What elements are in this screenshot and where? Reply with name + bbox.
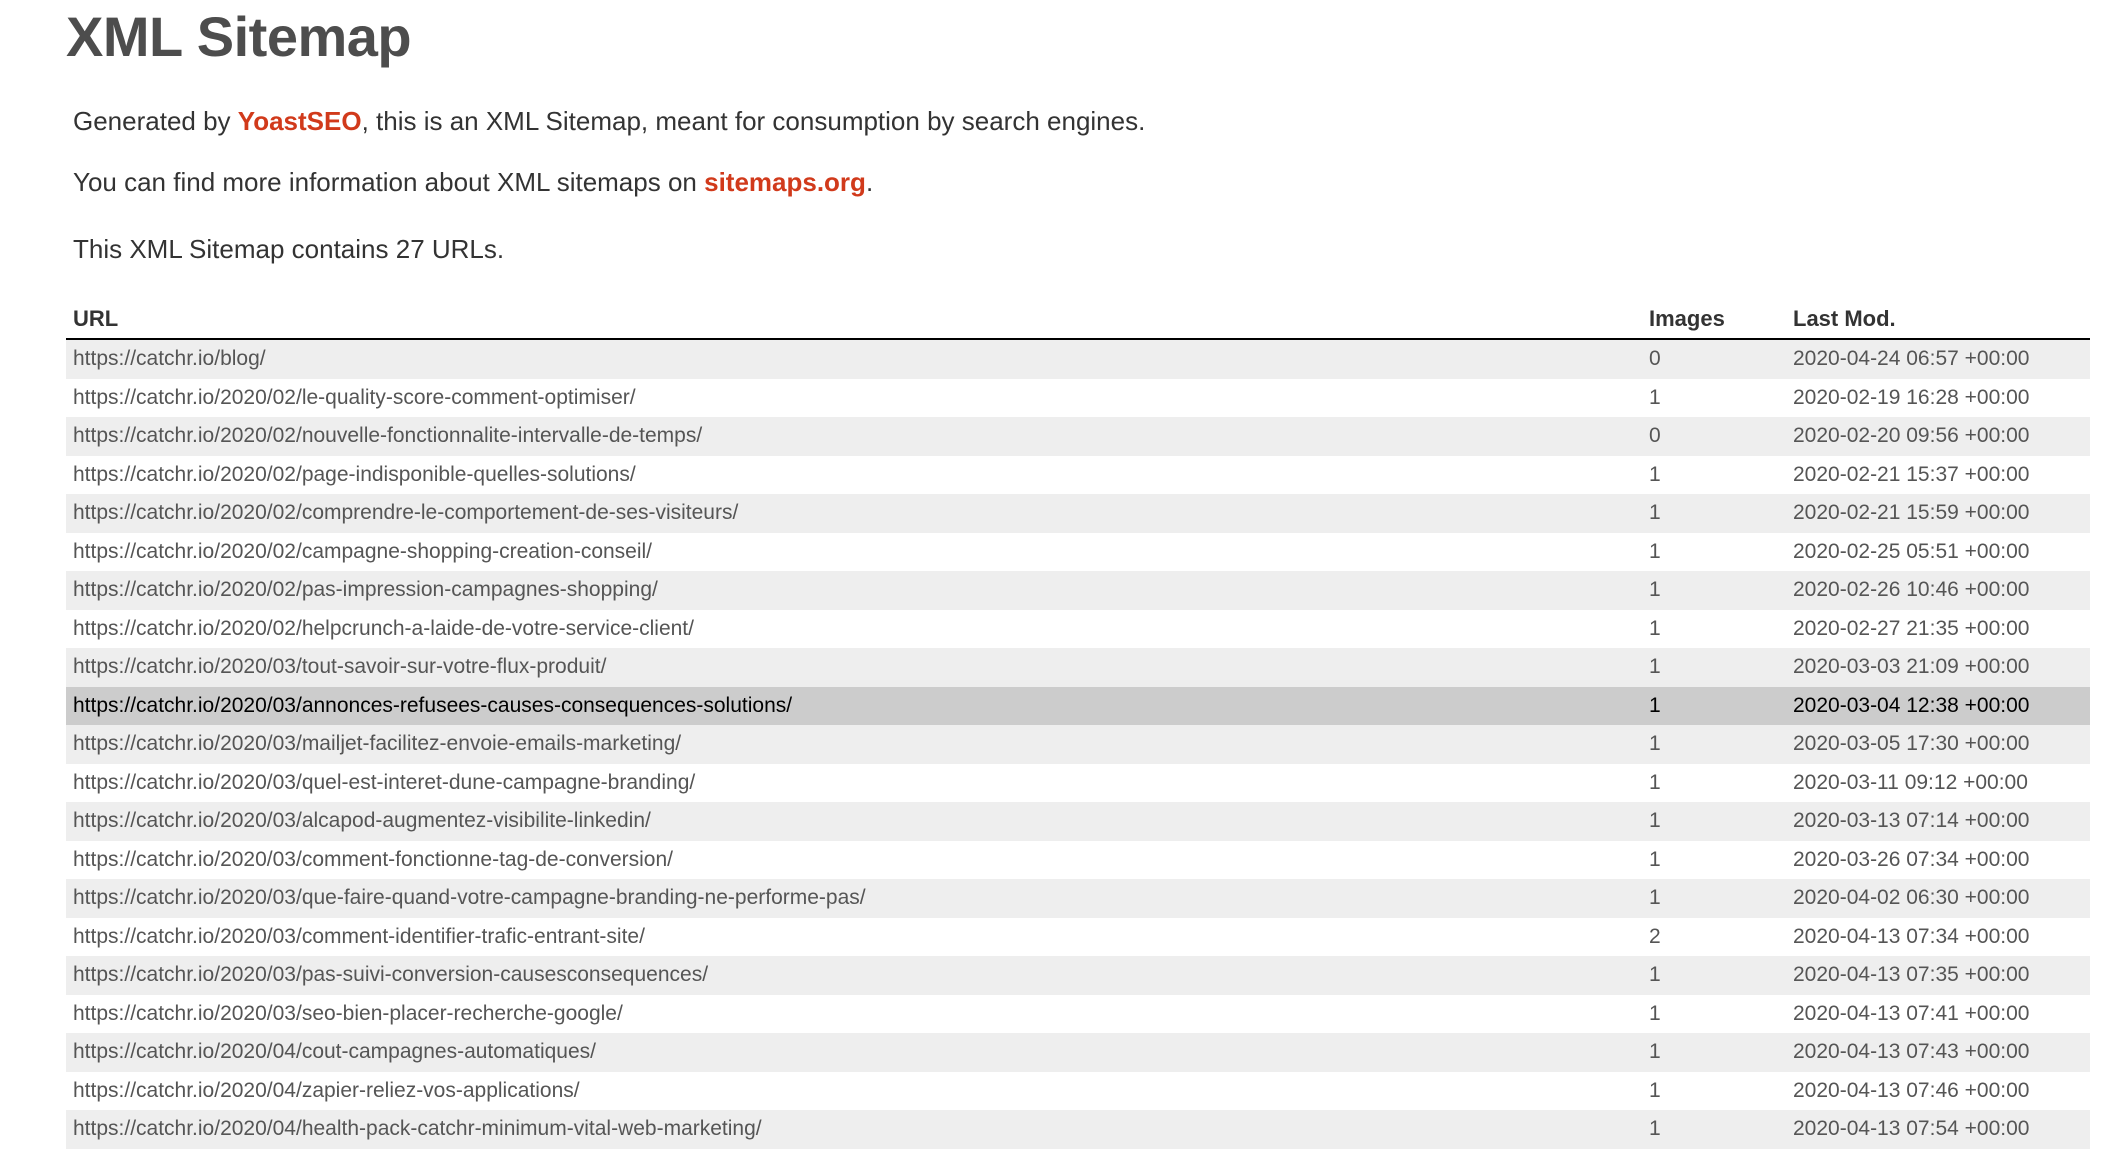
table-row xyxy=(66,648,2090,687)
table-row xyxy=(66,956,2090,995)
url-cell xyxy=(66,379,1642,418)
table-row xyxy=(66,918,2090,957)
table-row xyxy=(66,456,2090,495)
table-row xyxy=(66,802,2090,841)
intro-line2-prefix: You can find more information about XML sitemaps on xyxy=(73,167,705,197)
url-link[interactable]: https://catchr.io/2020/04/zapier-reliez-vos-applications/ xyxy=(73,1078,580,1102)
images-count-cell: 1 xyxy=(1649,462,1661,486)
images-count-cell: 0 xyxy=(1649,424,1661,448)
images-count-cell: 1 xyxy=(1649,616,1661,640)
table-row xyxy=(66,1110,2090,1149)
last-mod-cell: 2020-03-05 17:30 +00:00 xyxy=(1793,732,2030,756)
url-link[interactable]: https://catchr.io/2020/04/health-pack-catchr-minimum-vital-web-marketing/ xyxy=(73,1117,762,1141)
url-link[interactable]: https://catchr.io/2020/02/page-indisponible-quelles-solutions/ xyxy=(73,462,636,486)
url-link[interactable]: https://catchr.io/2020/03/que-faire-quand-votre-campagne-branding-ne-performe-pas/ xyxy=(73,886,866,910)
table-row xyxy=(66,571,2090,610)
url-cell xyxy=(66,456,1642,495)
last-mod-cell: 2020-02-27 21:35 +00:00 xyxy=(1793,616,2030,640)
intro-generated-by xyxy=(73,106,1145,137)
url-cell xyxy=(66,533,1642,572)
intro-line1-prefix: Generated by xyxy=(73,106,238,136)
images-count-cell: 1 xyxy=(1649,539,1661,563)
images-count-cell: 1 xyxy=(1649,732,1661,756)
url-link[interactable]: https://catchr.io/2020/02/nouvelle-fonctionnalite-intervalle-de-temps/ xyxy=(73,424,703,448)
table-row xyxy=(66,417,2090,456)
table-row xyxy=(66,610,2090,649)
page-title: XML Sitemap xyxy=(66,5,412,68)
url-cell xyxy=(66,571,1642,610)
url-link[interactable]: https://catchr.io/2020/03/seo-bien-placer-recherche-google/ xyxy=(73,1001,623,1025)
last-mod-cell: 2020-02-19 16:28 +00:00 xyxy=(1793,385,2030,409)
url-cell xyxy=(66,1110,1642,1149)
url-link[interactable]: https://catchr.io/2020/02/helpcrunch-a-laide-de-votre-service-client/ xyxy=(73,616,694,640)
table-row xyxy=(66,687,2090,726)
last-mod-cell: 2020-02-20 09:56 +00:00 xyxy=(1793,424,2030,448)
last-mod-cell: 2020-02-21 15:37 +00:00 xyxy=(1793,462,2030,486)
url-cell xyxy=(66,1072,1642,1111)
images-count-cell: 0 xyxy=(1649,347,1661,371)
sitemaps-org-link[interactable]: sitemaps.org xyxy=(704,167,866,197)
last-mod-cell: 2020-02-21 15:59 +00:00 xyxy=(1793,501,2030,525)
last-mod-cell: 2020-02-26 10:46 +00:00 xyxy=(1793,578,2030,602)
yoastseo-link[interactable]: YoastSEO xyxy=(237,106,362,136)
url-cell xyxy=(66,494,1642,533)
intro-line2-suffix: . xyxy=(865,167,874,197)
sitemap-table xyxy=(66,300,2090,1149)
url-link[interactable]: https://catchr.io/2020/02/comprendre-le-comportement-de-ses-visiteurs/ xyxy=(73,501,739,525)
url-link[interactable]: https://catchr.io/2020/03/tout-savoir-sur-votre-flux-produit/ xyxy=(73,655,607,679)
url-link[interactable]: https://catchr.io/2020/03/pas-suivi-conversion-causesconsequences/ xyxy=(73,963,709,987)
url-cell xyxy=(66,764,1642,803)
table-row xyxy=(66,379,2090,418)
table-row xyxy=(66,879,2090,918)
table-row xyxy=(66,725,2090,764)
last-mod-cell: 2020-04-13 07:41 +00:00 xyxy=(1793,1001,2030,1025)
table-row xyxy=(66,339,2090,379)
table-row xyxy=(66,533,2090,572)
images-count-cell: 1 xyxy=(1649,655,1661,679)
images-count-cell: 1 xyxy=(1649,847,1661,871)
table-row xyxy=(66,494,2090,533)
images-count-cell: 2 xyxy=(1649,924,1661,948)
last-mod-cell: 2020-03-11 09:12 +00:00 xyxy=(1793,770,2028,794)
url-link[interactable]: https://catchr.io/blog/ xyxy=(73,347,266,371)
images-count-cell: 1 xyxy=(1649,1040,1661,1064)
url-link[interactable]: https://catchr.io/2020/02/le-quality-score-comment-optimiser/ xyxy=(73,385,636,409)
url-cell xyxy=(66,687,1642,726)
images-count-cell: 1 xyxy=(1649,809,1661,833)
url-cell xyxy=(66,956,1642,995)
images-count-cell: 1 xyxy=(1649,501,1661,525)
images-count-cell: 1 xyxy=(1649,1001,1661,1025)
url-cell xyxy=(66,1033,1642,1072)
url-link[interactable]: https://catchr.io/2020/02/pas-impression-campagnes-shopping/ xyxy=(73,578,658,602)
url-cell xyxy=(66,725,1642,764)
url-link[interactable]: https://catchr.io/2020/03/comment-identifier-trafic-entrant-site/ xyxy=(73,924,645,948)
url-cell xyxy=(66,648,1642,687)
url-link[interactable]: https://catchr.io/2020/04/cout-campagnes-automatiques/ xyxy=(73,1040,596,1064)
url-link[interactable]: https://catchr.io/2020/02/campagne-shopping-creation-conseil/ xyxy=(73,539,653,563)
last-mod-cell: 2020-02-25 05:51 +00:00 xyxy=(1793,539,2030,563)
last-mod-cell: 2020-04-24 06:57 +00:00 xyxy=(1793,347,2030,371)
url-cell xyxy=(66,610,1642,649)
url-count: This XML Sitemap contains 27 URLs. xyxy=(73,234,505,264)
url-cell xyxy=(66,918,1642,957)
url-cell xyxy=(66,879,1642,918)
last-mod-cell: 2020-03-03 21:09 +00:00 xyxy=(1793,655,2030,679)
url-link[interactable]: https://catchr.io/2020/03/annonces-refusees-causes-consequences-solutions/ xyxy=(73,693,793,717)
images-count-cell: 1 xyxy=(1649,693,1661,717)
last-mod-cell: 2020-04-13 07:46 +00:00 xyxy=(1793,1078,2030,1102)
images-count-cell: 1 xyxy=(1649,886,1661,910)
images-count-cell: 1 xyxy=(1649,385,1661,409)
url-link[interactable]: https://catchr.io/2020/03/mailjet-facilitez-envoie-emails-marketing/ xyxy=(73,732,682,756)
last-mod-cell: 2020-04-13 07:34 +00:00 xyxy=(1793,924,2030,948)
table-row xyxy=(66,995,2090,1034)
intro-line1-suffix: , this is an XML Sitemap, meant for consumption by search engines. xyxy=(361,106,1146,136)
table-row xyxy=(66,1033,2090,1072)
last-mod-cell: 2020-04-13 07:35 +00:00 xyxy=(1793,963,2030,987)
last-mod-cell: 2020-04-13 07:54 +00:00 xyxy=(1793,1117,2030,1141)
images-count-cell: 1 xyxy=(1649,578,1661,602)
url-cell xyxy=(66,802,1642,841)
column-header-url: URL xyxy=(66,300,1642,339)
url-cell xyxy=(66,841,1642,880)
column-header-last-mod: Last Mod. xyxy=(1786,300,2090,339)
last-mod-cell: 2020-03-04 12:38 +00:00 xyxy=(1793,693,2030,717)
last-mod-cell: 2020-03-26 07:34 +00:00 xyxy=(1793,847,2030,871)
url-link[interactable]: https://catchr.io/2020/03/alcapod-augmentez-visibilite-linkedin/ xyxy=(73,809,651,833)
table-body xyxy=(66,339,2090,1149)
table-row xyxy=(66,841,2090,880)
last-mod-cell: 2020-03-13 07:14 +00:00 xyxy=(1793,809,2030,833)
table-row xyxy=(66,764,2090,803)
images-count-cell: 1 xyxy=(1649,770,1661,794)
url-link[interactable]: https://catchr.io/2020/03/comment-fonctionne-tag-de-conversion/ xyxy=(73,847,673,871)
url-cell xyxy=(66,995,1642,1034)
images-count-cell: 1 xyxy=(1649,1078,1661,1102)
last-mod-cell: 2020-04-02 06:30 +00:00 xyxy=(1793,886,2030,910)
table-row xyxy=(66,1072,2090,1111)
url-link[interactable]: https://catchr.io/2020/03/quel-est-interet-dune-campagne-branding/ xyxy=(73,770,696,794)
url-cell xyxy=(66,339,1642,379)
column-header-images: Images xyxy=(1642,300,1786,339)
table-header-row xyxy=(66,300,2090,339)
url-cell xyxy=(66,417,1642,456)
images-count-cell: 1 xyxy=(1649,1117,1661,1141)
last-mod-cell: 2020-04-13 07:43 +00:00 xyxy=(1793,1040,2030,1064)
images-count-cell: 1 xyxy=(1649,963,1661,987)
intro-more-info xyxy=(73,167,873,198)
